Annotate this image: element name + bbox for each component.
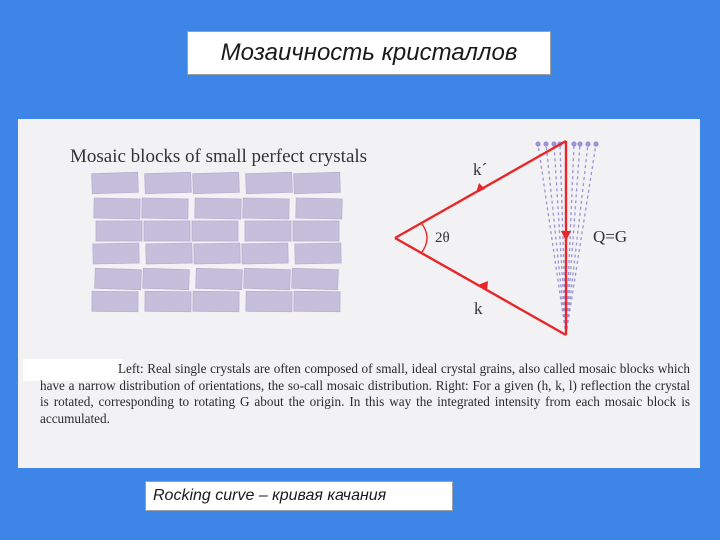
k-prime-arrowhead <box>476 183 485 193</box>
mosaic-block <box>192 221 238 241</box>
mosaic-block <box>193 291 239 311</box>
mosaic-block <box>242 243 288 264</box>
mosaic-block <box>93 243 139 264</box>
rotated-vector <box>566 144 588 335</box>
mosaic-block <box>142 198 188 219</box>
mosaic-block <box>294 172 341 193</box>
k-label: k <box>474 299 483 318</box>
angle-arc <box>422 224 427 252</box>
mosaic-block <box>195 198 241 219</box>
mosaic-block <box>146 243 192 264</box>
rotated-vector-tip <box>571 141 576 146</box>
mosaic-block <box>144 221 190 241</box>
rocking-curve-label: Rocking curve – кривая качания <box>145 481 453 511</box>
mosaic-block <box>145 291 191 311</box>
mosaic-block <box>143 268 190 289</box>
mosaic-block <box>145 172 192 193</box>
figure-caption <box>40 361 690 427</box>
rotated-vector-tip <box>593 141 598 146</box>
slide-title: Мозаичность кристаллов <box>187 31 551 75</box>
k-prime-label: k´ <box>473 160 488 179</box>
q-label: Q=G <box>593 227 628 246</box>
rotated-vector <box>566 144 596 335</box>
mosaic-block <box>246 172 293 193</box>
mosaic-block <box>246 291 292 311</box>
scattering-triangle <box>395 141 627 335</box>
rotated-vector-tip <box>577 141 582 146</box>
mosaic-block <box>243 198 289 219</box>
mosaic-heading: Mosaic blocks of small perfect crystals <box>70 146 368 167</box>
mosaic-block <box>94 198 140 219</box>
mosaic-block <box>196 268 243 289</box>
mosaic-block <box>194 243 240 264</box>
mosaic-block <box>95 268 142 289</box>
diagram-figure <box>18 119 700 468</box>
mosaic-block <box>295 243 341 264</box>
mosaic-blocks <box>92 172 343 311</box>
mosaic-block <box>92 291 138 311</box>
rotated-vector-tip <box>535 141 540 146</box>
rotated-vector-tip <box>543 141 548 146</box>
k-arrowhead <box>478 281 488 291</box>
mosaic-block <box>293 221 339 241</box>
mosaic-block <box>96 221 142 241</box>
mosaic-block <box>193 172 240 193</box>
mosaic-block <box>292 268 339 289</box>
angle-label: 2θ <box>435 230 450 246</box>
q-arrowhead <box>561 231 571 241</box>
rotated-vector-tip <box>585 141 590 146</box>
mosaic-block <box>294 291 340 311</box>
mosaic-block <box>92 172 139 193</box>
mosaic-block <box>296 198 342 219</box>
rotated-vector <box>538 144 566 335</box>
mosaic-block <box>244 268 291 289</box>
caption-text: Left: Real single crystals are often composed of small, ideal crystal grains, also called mosaic blocks which have a narrow distribution of orientations, the so-call mosaic distribution. Right: For a given (h, k, l) reflection the crystal is rotated, corresponding to rotating G about the origin. In this way the integrated intensity from each mosaic block is accumulated. <box>40 361 690 426</box>
mosaic-block <box>245 221 291 241</box>
